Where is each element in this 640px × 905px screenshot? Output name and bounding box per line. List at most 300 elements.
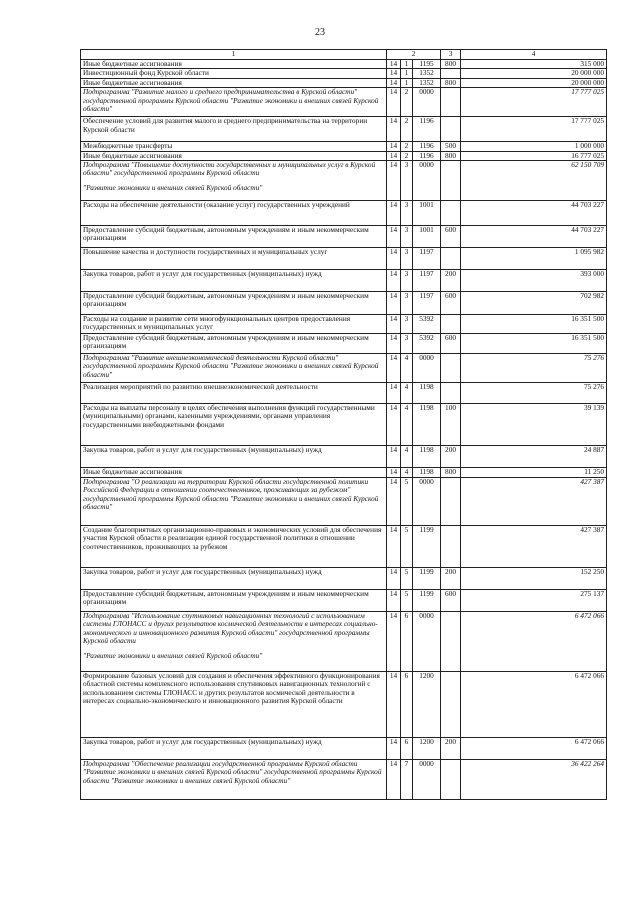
table-row xyxy=(81,117,607,142)
row-section-text: 14 xyxy=(389,353,398,363)
row-amount-text: 44 703 227 xyxy=(571,200,605,210)
row-section-text: 14 xyxy=(389,525,398,535)
row-expense-type xyxy=(441,590,461,612)
row-name xyxy=(81,354,387,383)
row-section xyxy=(387,88,401,117)
row-amount xyxy=(461,161,607,201)
row-section xyxy=(387,590,401,612)
row-target-code-text: 1199 xyxy=(419,589,434,599)
row-name xyxy=(81,468,387,478)
row-amount-text: 36 422 264 xyxy=(571,759,605,769)
budget-table xyxy=(80,49,607,800)
row-name-text: Обеспечение условий для развития малого и среднего предпринимательства на территории Курской области xyxy=(83,116,368,134)
row-target-code-text: 1197 xyxy=(419,269,434,279)
row-name-text: Предоставление субсидий бюджетным, автономным учреждениям и иным некоммерческим организациям xyxy=(83,225,369,243)
row-target-code-text: 1001 xyxy=(419,200,434,210)
row-target-code xyxy=(413,69,441,78)
row-section xyxy=(387,738,401,760)
row-amount-text: 393 000 xyxy=(580,269,605,279)
row-amount xyxy=(461,672,607,738)
row-target-code-text: 1196 xyxy=(419,116,434,126)
row-section-text: 14 xyxy=(389,68,398,78)
row-target-code xyxy=(413,201,441,226)
row-target-code xyxy=(413,60,441,69)
row-section-text: 14 xyxy=(389,291,398,301)
row-expense-type xyxy=(441,142,461,151)
row-name-text: Формирование базовых условий для создания и обеспечения эффективного функционирования областной системы комплексного использования спутниковых навигационных технологий с использованием системы ГЛОНАСС и других результатов космической деятельности в интересах социально-экономического и инновационного развития Курской области xyxy=(83,671,380,706)
row-expense-type xyxy=(441,468,461,478)
row-amount xyxy=(461,117,607,142)
row-target-code xyxy=(413,226,441,248)
row-section-text: 14 xyxy=(389,403,398,413)
row-amount xyxy=(461,226,607,248)
row-amount-text: 1 095 982 xyxy=(574,247,605,257)
row-subsection-text: 4 xyxy=(404,382,409,392)
row-expense-type xyxy=(441,738,461,760)
row-amount xyxy=(461,404,607,446)
row-target-code xyxy=(413,117,441,142)
table-row xyxy=(81,446,607,468)
row-expense-type xyxy=(441,201,461,226)
row-section xyxy=(387,404,401,446)
row-amount-text: 17 777 025 xyxy=(571,87,605,97)
row-name xyxy=(81,526,387,568)
row-expense-type-text: 200 xyxy=(445,269,456,279)
row-subsection-text: 6 xyxy=(404,671,409,681)
row-amount xyxy=(461,142,607,151)
row-amount-text: 1 000 000 xyxy=(574,141,605,151)
row-name-text: Закупка товаров, работ и услуг для государственных (муниципальных) нужд xyxy=(83,269,322,279)
row-amount xyxy=(461,478,607,526)
row-target-code xyxy=(413,354,441,383)
row-amount-text: 44 703 227 xyxy=(571,225,605,235)
row-subsection-text: 3 xyxy=(404,314,409,324)
row-expense-type xyxy=(441,478,461,526)
row-name-note: "Развитие экономики и внешних связей Курской области" xyxy=(83,650,263,660)
row-target-code xyxy=(413,478,441,526)
row-name xyxy=(81,117,387,142)
row-section xyxy=(387,612,401,672)
row-target-code-text: 1198 xyxy=(419,382,434,392)
row-expense-type-text: 600 xyxy=(445,225,456,235)
row-target-code-text: 1352 xyxy=(419,68,434,78)
row-section-text: 14 xyxy=(389,382,398,392)
row-section-text: 14 xyxy=(389,141,398,151)
row-subsection xyxy=(401,738,413,760)
row-section-text: 14 xyxy=(389,59,398,68)
row-name-text: Подпрограмма "Использование спутниковых навигационных технологий с использованием системы ГЛОНАСС и других результатов космической деятельности в интересах социально-экономического и инновационного развития Курской области" государственной программы Курской области xyxy=(83,611,378,646)
row-subsection-text: 3 xyxy=(404,291,409,301)
table-row xyxy=(81,201,607,226)
row-name-text: Расходы на создание и развитие сети многофункциональных центров предоставления государственных и муниципальных услуг xyxy=(83,314,351,332)
row-section xyxy=(387,760,401,800)
table-row xyxy=(81,60,607,69)
row-amount-text: 16 351 500 xyxy=(571,314,605,324)
row-expense-type xyxy=(441,446,461,468)
row-subsection-text: 4 xyxy=(404,467,409,477)
table-row xyxy=(81,78,607,87)
row-name-text: Подпрограмма "Развитие внешнеэкономической деятельности Курской области" государственной программы Курской области "Развитие экономики и внешних связей Курской области" xyxy=(83,353,379,379)
row-name-text: Иные бюджетные ассигнования xyxy=(83,59,182,68)
row-name xyxy=(81,292,387,315)
row-amount xyxy=(461,151,607,160)
row-amount-text: 315 000 xyxy=(580,59,605,68)
table-row xyxy=(81,292,607,315)
row-name-text: Закупка товаров, работ и услуг для государственных (муниципальных) нужд xyxy=(83,567,322,577)
row-section xyxy=(387,161,401,201)
table-row xyxy=(81,354,607,383)
row-subsection xyxy=(401,354,413,383)
table-row xyxy=(81,383,607,404)
row-name xyxy=(81,270,387,292)
row-expense-type-text: 200 xyxy=(445,737,456,747)
row-subsection xyxy=(401,270,413,292)
row-target-code xyxy=(413,446,441,468)
row-subsection xyxy=(401,117,413,142)
row-amount-text: 16 351 500 xyxy=(571,333,605,343)
row-subsection xyxy=(401,383,413,404)
row-target-code xyxy=(413,738,441,760)
row-name-text: Предоставление субсидий бюджетным, автономным учреждениям и иным некоммерческим организациям xyxy=(83,291,369,309)
row-target-code xyxy=(413,760,441,800)
row-expense-type xyxy=(441,292,461,315)
row-target-code-text: 1197 xyxy=(419,247,434,257)
row-amount xyxy=(461,201,607,226)
row-expense-type xyxy=(441,248,461,270)
row-target-code xyxy=(413,612,441,672)
row-subsection-text: 7 xyxy=(404,759,409,769)
row-name xyxy=(81,672,387,738)
row-amount xyxy=(461,88,607,117)
row-section xyxy=(387,478,401,526)
row-target-code xyxy=(413,270,441,292)
row-subsection-text: 3 xyxy=(404,247,409,257)
row-section-text: 14 xyxy=(389,247,398,257)
row-expense-type-text: 800 xyxy=(445,467,456,477)
row-target-code-text: 0000 xyxy=(419,160,434,170)
row-section-text: 14 xyxy=(389,611,398,621)
row-amount xyxy=(461,568,607,590)
header-col-2: 2 xyxy=(387,50,441,60)
row-amount-text: 152 250 xyxy=(580,567,605,577)
row-amount xyxy=(461,354,607,383)
row-section-text: 14 xyxy=(389,333,398,343)
row-section xyxy=(387,117,401,142)
row-target-code xyxy=(413,568,441,590)
row-subsection-text: 3 xyxy=(404,269,409,279)
row-section-text: 14 xyxy=(389,589,398,599)
row-expense-type-text: 200 xyxy=(445,445,456,455)
row-section xyxy=(387,672,401,738)
row-amount xyxy=(461,69,607,78)
row-amount-text: 17 777 025 xyxy=(571,116,605,126)
row-expense-type-text: 800 xyxy=(445,151,456,160)
row-section xyxy=(387,226,401,248)
row-subsection xyxy=(401,468,413,478)
row-target-code-text: 1196 xyxy=(419,151,434,160)
row-name-text: Расходы на выплаты персоналу в целях обеспечения выполнения функций государственными (муниципальными) органами, казенными учреждениями, органами управления государственными внебюджетными фондами xyxy=(83,403,375,429)
row-amount xyxy=(461,446,607,468)
row-subsection xyxy=(401,142,413,151)
row-subsection-text: 5 xyxy=(404,477,409,487)
row-subsection-text: 4 xyxy=(404,353,409,363)
row-expense-type xyxy=(441,568,461,590)
table-header-row xyxy=(81,50,607,60)
row-subsection-text: 2 xyxy=(404,87,409,97)
row-subsection xyxy=(401,590,413,612)
page-number: 23 xyxy=(315,27,325,38)
table-row xyxy=(81,315,607,334)
row-subsection xyxy=(401,151,413,160)
row-name xyxy=(81,226,387,248)
row-target-code xyxy=(413,468,441,478)
row-section-text: 14 xyxy=(389,314,398,324)
row-amount-text: 427 387 xyxy=(580,477,605,487)
row-target-code xyxy=(413,78,441,87)
header-col-3: 3 xyxy=(441,50,461,60)
row-target-code-text: 1199 xyxy=(419,567,434,577)
row-expense-type xyxy=(441,383,461,404)
row-name xyxy=(81,383,387,404)
row-name-text: Закупка товаров, работ и услуг для государственных (муниципальных) нужд xyxy=(83,737,322,747)
row-section-text: 14 xyxy=(389,737,398,747)
row-amount-text: 427 387 xyxy=(580,525,605,535)
row-expense-type-text: 500 xyxy=(445,141,456,151)
row-section xyxy=(387,568,401,590)
row-amount-text: 275 137 xyxy=(580,589,605,599)
row-subsection xyxy=(401,334,413,354)
row-expense-type xyxy=(441,151,461,160)
table-row xyxy=(81,612,607,672)
row-amount xyxy=(461,612,607,672)
row-target-code-text: 1200 xyxy=(419,737,434,747)
row-target-code xyxy=(413,334,441,354)
row-amount-text: 62 150 709 xyxy=(571,160,605,170)
row-amount xyxy=(461,78,607,87)
row-target-code-text: 1196 xyxy=(419,141,434,151)
row-name xyxy=(81,738,387,760)
row-expense-type xyxy=(441,354,461,383)
row-subsection-text: 2 xyxy=(404,151,409,160)
row-name-text: Инвестиционный фонд Курской области xyxy=(83,68,209,78)
row-target-code-text: 1200 xyxy=(419,671,434,681)
row-target-code-text: 0000 xyxy=(419,87,434,97)
row-section xyxy=(387,142,401,151)
row-expense-type xyxy=(441,88,461,117)
table-row xyxy=(81,248,607,270)
row-amount-text: 20 000 000 xyxy=(571,78,605,87)
row-section xyxy=(387,201,401,226)
row-expense-type xyxy=(441,672,461,738)
row-name-text: Иные бюджетные ассигнования xyxy=(83,151,182,160)
row-name-text: Создание благоприятных организационно-правовых и экономических условий для обеспечения участия Курской области в реализации единой государственной политики в отношении соотечественников, проживающих за рубежом xyxy=(83,525,382,551)
row-expense-type-text: 200 xyxy=(445,567,456,577)
row-amount-text: 11 250 xyxy=(584,467,605,477)
row-subsection xyxy=(401,315,413,334)
row-target-code-text: 0000 xyxy=(419,353,434,363)
row-section xyxy=(387,315,401,334)
row-amount-text: 24 887 xyxy=(583,445,605,455)
row-expense-type xyxy=(441,270,461,292)
row-subsection-text: 2 xyxy=(404,116,409,126)
row-subsection-text: 5 xyxy=(404,589,409,599)
row-name xyxy=(81,612,387,672)
row-section-text: 14 xyxy=(389,225,398,235)
row-expense-type-text: 800 xyxy=(445,78,456,87)
table-row xyxy=(81,672,607,738)
row-section-text: 14 xyxy=(389,87,398,97)
row-expense-type-text: 600 xyxy=(445,589,456,599)
table-row xyxy=(81,404,607,446)
row-target-code xyxy=(413,590,441,612)
row-name xyxy=(81,248,387,270)
row-name xyxy=(81,478,387,526)
table-row xyxy=(81,226,607,248)
row-subsection-text: 3 xyxy=(404,200,409,210)
row-subsection xyxy=(401,201,413,226)
row-name-text: Закупка товаров, работ и услуг для государственных (муниципальных) нужд xyxy=(83,445,322,455)
row-section xyxy=(387,468,401,478)
row-target-code xyxy=(413,248,441,270)
row-name-text: Иные бюджетные ассигнования xyxy=(83,467,182,477)
row-name xyxy=(81,568,387,590)
table-row xyxy=(81,478,607,526)
row-section xyxy=(387,526,401,568)
row-subsection-text: 4 xyxy=(404,403,409,413)
row-subsection xyxy=(401,760,413,800)
row-expense-type xyxy=(441,760,461,800)
row-amount-text: 75 276 xyxy=(583,382,605,392)
row-target-code-text: 0000 xyxy=(419,611,434,621)
row-section-text: 14 xyxy=(389,116,398,126)
row-name xyxy=(81,334,387,354)
table-row xyxy=(81,468,607,478)
row-section-text: 14 xyxy=(389,78,398,87)
row-amount xyxy=(461,760,607,800)
table-row xyxy=(81,151,607,160)
row-target-code-text: 1199 xyxy=(419,525,434,535)
row-section xyxy=(387,248,401,270)
row-section-text: 14 xyxy=(389,445,398,455)
row-name xyxy=(81,404,387,446)
row-name-text: Подпрограмма "Повышение доступности государственных и муниципальных услуг в Курской области" государственной программы Курской области xyxy=(83,160,376,178)
row-amount xyxy=(461,334,607,354)
row-expense-type-text: 600 xyxy=(445,333,456,343)
row-target-code xyxy=(413,672,441,738)
row-name xyxy=(81,315,387,334)
row-subsection-text: 1 xyxy=(404,59,409,68)
row-section-text: 14 xyxy=(389,151,398,160)
row-section xyxy=(387,78,401,87)
table-row xyxy=(81,526,607,568)
table-row xyxy=(81,69,607,78)
row-amount xyxy=(461,248,607,270)
row-target-code-text: 5392 xyxy=(419,314,434,324)
row-expense-type xyxy=(441,60,461,69)
row-expense-type-text: 600 xyxy=(445,291,456,301)
row-target-code-text: 1001 xyxy=(419,225,434,235)
row-amount-text: 39 139 xyxy=(583,403,605,413)
row-name xyxy=(81,446,387,468)
row-section-text: 14 xyxy=(389,671,398,681)
row-expense-type xyxy=(441,117,461,142)
row-subsection xyxy=(401,526,413,568)
row-subsection xyxy=(401,69,413,78)
row-section xyxy=(387,151,401,160)
row-expense-type xyxy=(441,161,461,201)
row-amount xyxy=(461,60,607,69)
row-amount-text: 702 982 xyxy=(580,291,605,301)
table-row xyxy=(81,161,607,201)
row-amount xyxy=(461,468,607,478)
row-name-text: Предоставление субсидий бюджетным, автономным учреждениям и иным некоммерческим организациям xyxy=(83,589,369,607)
row-target-code-text: 1198 xyxy=(419,403,434,413)
row-subsection xyxy=(401,88,413,117)
row-section xyxy=(387,60,401,69)
row-amount-text: 6 472 066 xyxy=(574,671,605,681)
row-amount-text: 6 472 066 xyxy=(574,737,605,747)
row-subsection xyxy=(401,568,413,590)
row-target-code-text: 0000 xyxy=(419,759,434,769)
table-row xyxy=(81,590,607,612)
row-target-code xyxy=(413,151,441,160)
row-subsection-text: 6 xyxy=(404,611,409,621)
row-target-code xyxy=(413,142,441,151)
row-name xyxy=(81,760,387,800)
row-amount-text: 16 777 025 xyxy=(571,151,605,160)
row-section-text: 14 xyxy=(389,759,398,769)
row-section xyxy=(387,292,401,315)
row-section-text: 14 xyxy=(389,160,398,170)
row-section-text: 14 xyxy=(389,477,398,487)
row-name-text: Реализация мероприятий по развитию внешнеэкономической деятельности xyxy=(83,382,318,392)
row-target-code-text: 5392 xyxy=(419,333,434,343)
row-amount xyxy=(461,315,607,334)
row-name xyxy=(81,78,387,87)
row-target-code xyxy=(413,88,441,117)
row-subsection-text: 1 xyxy=(404,68,409,78)
row-section xyxy=(387,270,401,292)
row-expense-type xyxy=(441,69,461,78)
row-target-code-text: 1195 xyxy=(419,59,434,68)
row-amount xyxy=(461,738,607,760)
row-subsection-text: 3 xyxy=(404,333,409,343)
row-expense-type xyxy=(441,334,461,354)
row-name xyxy=(81,60,387,69)
row-section xyxy=(387,354,401,383)
row-amount xyxy=(461,270,607,292)
row-target-code xyxy=(413,292,441,315)
row-amount xyxy=(461,292,607,315)
table-row xyxy=(81,334,607,354)
row-name-text: Предоставление субсидий бюджетным, автономным учреждениям и иным некоммерческим организациям xyxy=(83,333,369,351)
row-amount-text: 6 472 066 xyxy=(574,611,605,621)
row-subsection-text: 6 xyxy=(404,737,409,747)
row-name-note: "Развитие экономики и внешних связей Курской области" xyxy=(83,182,263,192)
row-subsection xyxy=(401,161,413,201)
row-subsection-text: 4 xyxy=(404,445,409,455)
row-subsection xyxy=(401,78,413,87)
row-expense-type-text: 800 xyxy=(445,59,456,68)
row-amount xyxy=(461,526,607,568)
row-section-text: 14 xyxy=(389,269,398,279)
row-target-code-text: 1198 xyxy=(419,467,434,477)
row-target-code-text: 1197 xyxy=(419,291,434,301)
row-name xyxy=(81,69,387,78)
table-row xyxy=(81,270,607,292)
row-target-code xyxy=(413,404,441,446)
row-target-code xyxy=(413,383,441,404)
